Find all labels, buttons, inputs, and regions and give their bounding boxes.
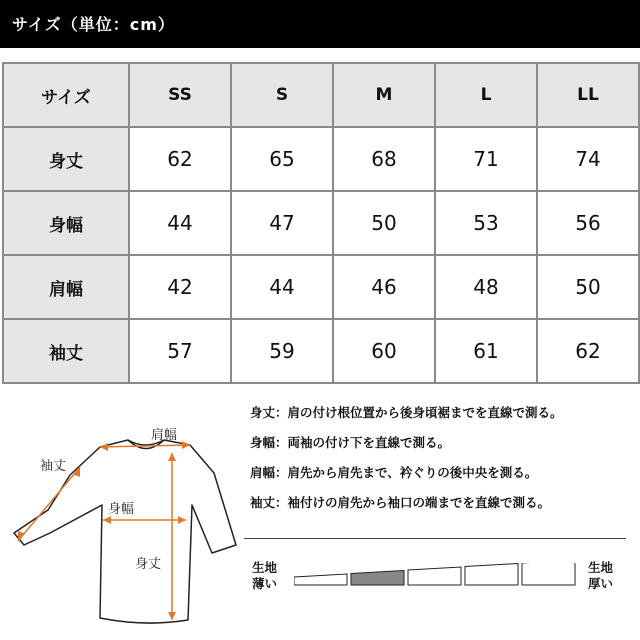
- thickness-level: [351, 571, 404, 586]
- table-header-row: [3, 63, 639, 127]
- table-cell: 56: [537, 191, 639, 255]
- note-sleeve: 袖丈：袖付けの肩先から袖口の端までを直線で測る。: [250, 495, 551, 510]
- table-cell: 61: [435, 319, 537, 383]
- row-label: 身幅: [3, 191, 129, 255]
- column-header: L: [435, 63, 537, 127]
- table-cell: 65: [231, 127, 333, 191]
- thickness-level: [294, 574, 347, 585]
- table-cell: 50: [537, 255, 639, 319]
- divider: [244, 538, 626, 539]
- row-label: 身丈: [3, 127, 129, 191]
- table-row: [3, 319, 639, 383]
- table-cell: 59: [231, 319, 333, 383]
- header-bar: [0, 0, 640, 48]
- thickness-level: [465, 564, 518, 586]
- shoulder-label: 肩幅: [151, 428, 178, 443]
- length-label: 身丈: [135, 557, 162, 572]
- table-row: [3, 127, 639, 191]
- table-cell: 53: [435, 191, 537, 255]
- table-cell: 50: [333, 191, 435, 255]
- table-cell: 47: [231, 191, 333, 255]
- column-header: M: [333, 63, 435, 127]
- size-table: [2, 62, 640, 384]
- row-label: 肩幅: [3, 255, 129, 319]
- table-cell: 68: [333, 127, 435, 191]
- table-cell: 60: [333, 319, 435, 383]
- row-label: 袖丈: [3, 319, 129, 383]
- table-row: [3, 191, 639, 255]
- tshirt-diagram: [0, 395, 245, 635]
- thickness-scale: [294, 563, 579, 587]
- column-header: SS: [129, 63, 231, 127]
- thick-label: 生地 厚い: [588, 560, 614, 591]
- page-title: サイズ（単位：cm）: [12, 15, 175, 34]
- width-label: 身幅: [108, 502, 135, 517]
- column-header: LL: [537, 63, 639, 127]
- table-cell: 44: [129, 191, 231, 255]
- note-width: 身幅：両袖の付け下を直線で測る。: [250, 435, 451, 450]
- thickness-level: [408, 567, 461, 585]
- note-length: 身丈：肩の付け根位置から後身頃裾までを直線で測る。: [250, 405, 563, 420]
- table-cell: 48: [435, 255, 537, 319]
- table-cell: 57: [129, 319, 231, 383]
- table-cell: 62: [129, 127, 231, 191]
- note-shoulder: 肩幅：肩先から肩先まで、衿ぐりの後中央を測る。: [250, 465, 538, 480]
- table-cell: 42: [129, 255, 231, 319]
- column-header: S: [231, 63, 333, 127]
- thickness-level: [522, 563, 575, 585]
- table-cell: 62: [537, 319, 639, 383]
- thin-label: 生地 薄い: [252, 560, 278, 591]
- table-cell: 71: [435, 127, 537, 191]
- table-cell: 74: [537, 127, 639, 191]
- table-cell: 44: [231, 255, 333, 319]
- sleeve-label: 袖丈: [40, 459, 67, 474]
- column-header: サイズ: [3, 63, 129, 127]
- table-cell: 46: [333, 255, 435, 319]
- table-row: [3, 255, 639, 319]
- measurement-notes: [250, 405, 635, 525]
